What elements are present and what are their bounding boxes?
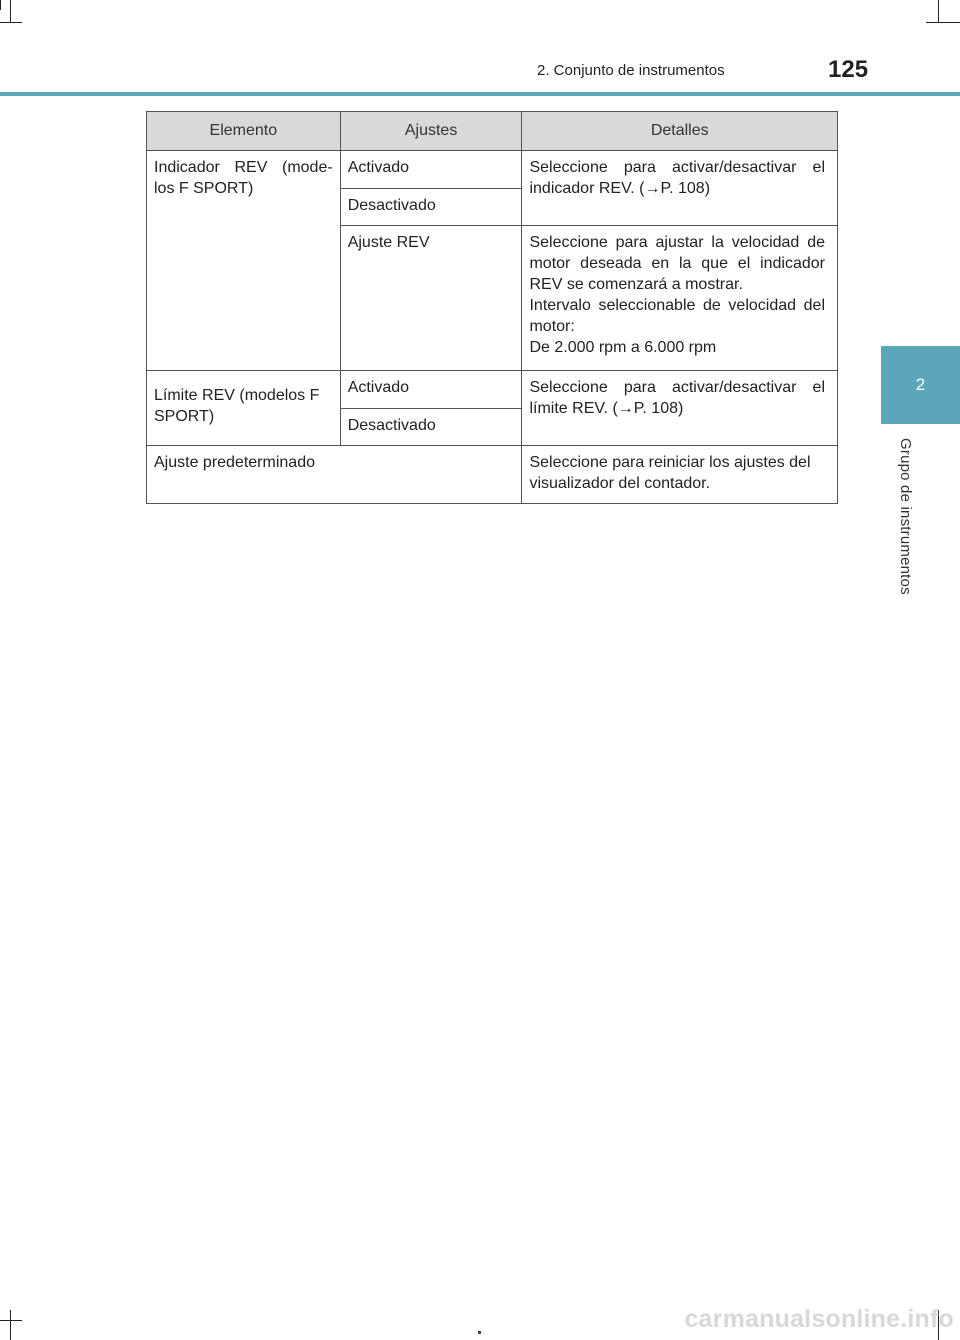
- rev-adjust: Ajuste REV: [340, 226, 522, 371]
- rev-limit-detail: Seleccione para activar/desactivar el límite REV. (→P. 108): [522, 371, 838, 446]
- crop-mark: [10, 0, 11, 22]
- settings-table: [146, 111, 838, 504]
- page-number: 125: [828, 56, 869, 83]
- default-detail: Seleccione para reiniciar los ajustes del visualizador del contador.: [522, 446, 838, 504]
- section-title: 2. Conjunto de instrumentos: [537, 62, 725, 79]
- chapter-tab: [881, 346, 960, 424]
- crop-mark: [926, 22, 960, 23]
- table-row: [147, 371, 838, 409]
- rev-indicator-item: Indicador REV (mode-los F SPORT): [147, 151, 341, 371]
- rev-adjust-range-value: De 2.000 rpm a 6.000 rpm: [529, 339, 717, 356]
- default-item: Ajuste predeterminado: [147, 446, 522, 504]
- rev-adjust-detail: [522, 226, 838, 371]
- table-row: [147, 446, 838, 504]
- watermark: carmanualsonline.info: [684, 1305, 954, 1333]
- chapter-number: 2: [915, 375, 926, 394]
- table-row: [147, 151, 838, 189]
- crop-mark: [938, 0, 939, 22]
- chapter-label: Grupo de instrumentos: [897, 438, 914, 595]
- header-elemento: Elemento: [147, 112, 341, 151]
- crop-mark: [0, 0, 1, 10]
- rev-indicator-off: Desactivado: [340, 189, 522, 226]
- header-detalles: Detalles: [522, 112, 838, 151]
- rev-adjust-detail-text: Seleccione para ajustar la velocidad de motor deseada en la que el indicador REV se comenzará a mostrar.: [529, 234, 825, 293]
- header-ajustes: Ajustes: [340, 112, 522, 151]
- crop-mark: [0, 22, 22, 23]
- rev-limit-on: Activado: [340, 371, 522, 409]
- rev-indicator-on: Activado: [340, 151, 522, 189]
- rev-adjust-range-label: Intervalo seleccionable de velocidad del motor:: [529, 297, 825, 335]
- table-header-row: [147, 112, 838, 151]
- header-rule: [0, 92, 960, 96]
- center-mark: [478, 1331, 481, 1334]
- crop-mark: [0, 1320, 22, 1321]
- rev-limit-off: Desactivado: [340, 409, 522, 446]
- rev-limit-item: Límite REV (modelos F SPORT): [147, 371, 341, 446]
- crop-mark: [10, 1310, 11, 1340]
- rev-indicator-toggle-detail: Seleccione para activar/desactivar el indicador REV. (→P. 108): [522, 151, 838, 226]
